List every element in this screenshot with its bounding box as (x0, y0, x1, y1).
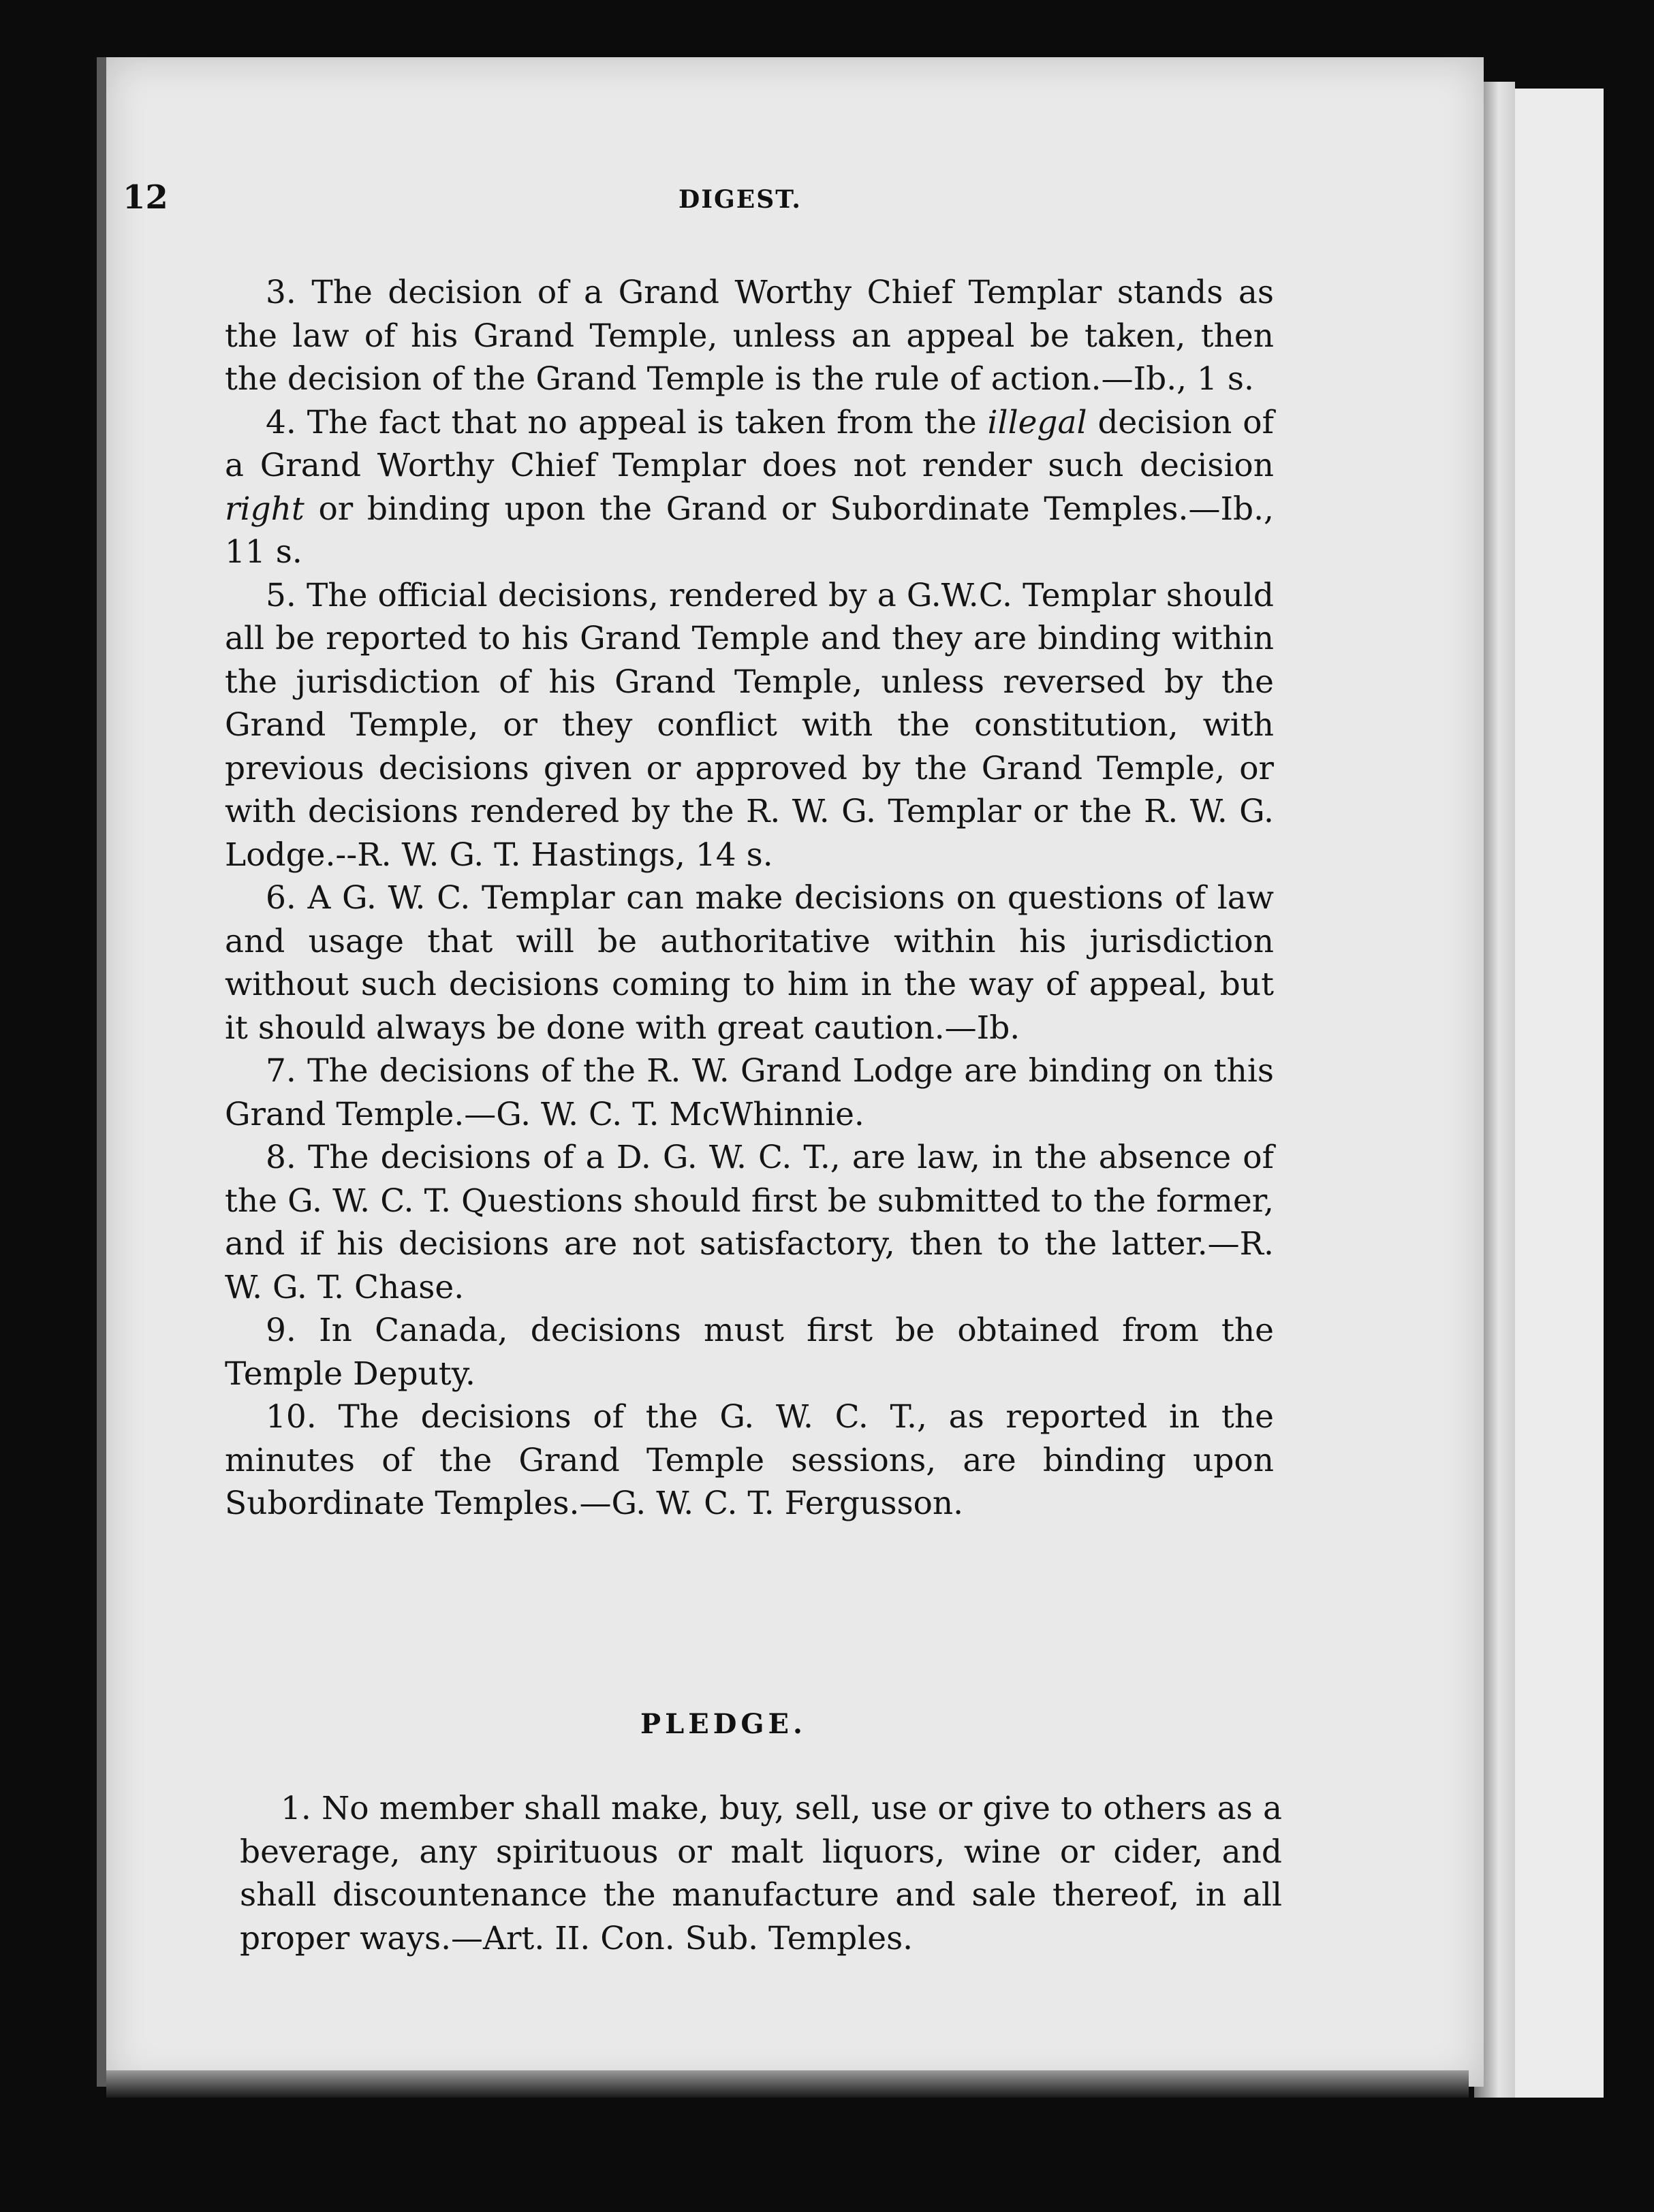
paragraph-text: A G. W. C. Templar can make decisions on questions of law and usage that will be authoritative within his jurisdiction without such decisions coming to him in the way of appeal, but it should always be done with great caution.—Ib. (225, 879, 1274, 1047)
paragraph-text: The decisions of the R. W. Grand Lodge are binding on this Grand Temple.—G. W. C. T. McWhinnie. (225, 1052, 1274, 1133)
paragraph-5 (225, 574, 1274, 877)
paragraph-number: 4. (266, 403, 296, 441)
paragraph-4 (225, 401, 1274, 574)
adjacent-page-strip (1515, 89, 1604, 2098)
paragraph-8 (225, 1136, 1274, 1309)
paragraph-number: 10. (266, 1398, 317, 1436)
page-header (123, 178, 1281, 226)
digest-body (225, 271, 1274, 1526)
paragraph-text: The decision of a Grand Worthy Chief Templar stands as the law of his Grand Temple, unless an appeal be taken, then the decision of the Grand Temple is the rule of action.—Ib., 1 s. (225, 274, 1274, 398)
paragraph-number: 3. (266, 274, 296, 311)
running-head: DIGEST. (678, 185, 802, 214)
paragraph-text: or binding upon the Grand or Subordinate Temples.—Ib., 11 s. (225, 490, 1274, 571)
pledge-body (240, 1787, 1282, 1960)
italic-word: right (225, 490, 305, 528)
paragraph-text: The decisions of the G. W. C. T., as reported in the minutes of the Grand Temple sessions, are binding upon Subordinate Temples.—G. W. C. T. Fergusson. (225, 1398, 1274, 1522)
paragraph-3 (225, 271, 1274, 401)
page-number: 12 (123, 178, 168, 217)
paragraph-number: 5. (266, 576, 296, 614)
paragraph-number: 9. (266, 1312, 296, 1349)
paragraph-text: The fact that no appeal is taken from the (307, 403, 977, 441)
paragraph-text: In Canada, decisions must first be obtained from the Temple Deputy. (225, 1312, 1274, 1393)
paragraph-text: The decisions of a D. G. W. C. T., are law, in the absence of the G. W. C. T. Questions should first be submitted to the former, and if his decisions are not satisfactory, then to the latter.—R. W. G. T. Chase. (225, 1139, 1274, 1306)
paragraph-10 (225, 1395, 1274, 1526)
paragraph-number: 6. (266, 879, 296, 917)
paragraph-text: No member shall make, buy, sell, use or give to others as a beverage, any spirituous or malt liquors, wine or cider, and shall discountenance the manufacture and sale thereof, in all proper ways.—Art. II. Con. Sub. Temples. (240, 1790, 1282, 1957)
paragraph-7 (225, 1049, 1274, 1136)
pledge-paragraph-1 (240, 1787, 1282, 1960)
paragraph-number: 7. (266, 1052, 296, 1090)
pledge-heading: PLEDGE. (640, 1708, 807, 1740)
paragraph-text: decision of a Grand Worthy Chief Templar does not render such decision (225, 403, 1274, 484)
page-bottom-shadow (106, 2070, 1469, 2098)
paragraph-6 (225, 876, 1274, 1049)
paragraph-number: 1. (281, 1790, 311, 1827)
paragraph-number: 8. (266, 1139, 296, 1176)
paragraph-9 (225, 1309, 1274, 1395)
paragraph-text: The official decisions, rendered by a G.W.C. Templar should all be reported to his Grand Temple and they are binding within the jurisdiction of his Grand Temple, unless reversed by the Grand Temple, or they conflict with the constitution, with previous decisions given or approved by the Grand Temple, or with decisions rendered by the R. W. G. Templar or the R. W. G. Lodge.--R. W. G. T. Hastings, 14 s. (225, 576, 1274, 874)
italic-word: illegal (987, 403, 1087, 441)
